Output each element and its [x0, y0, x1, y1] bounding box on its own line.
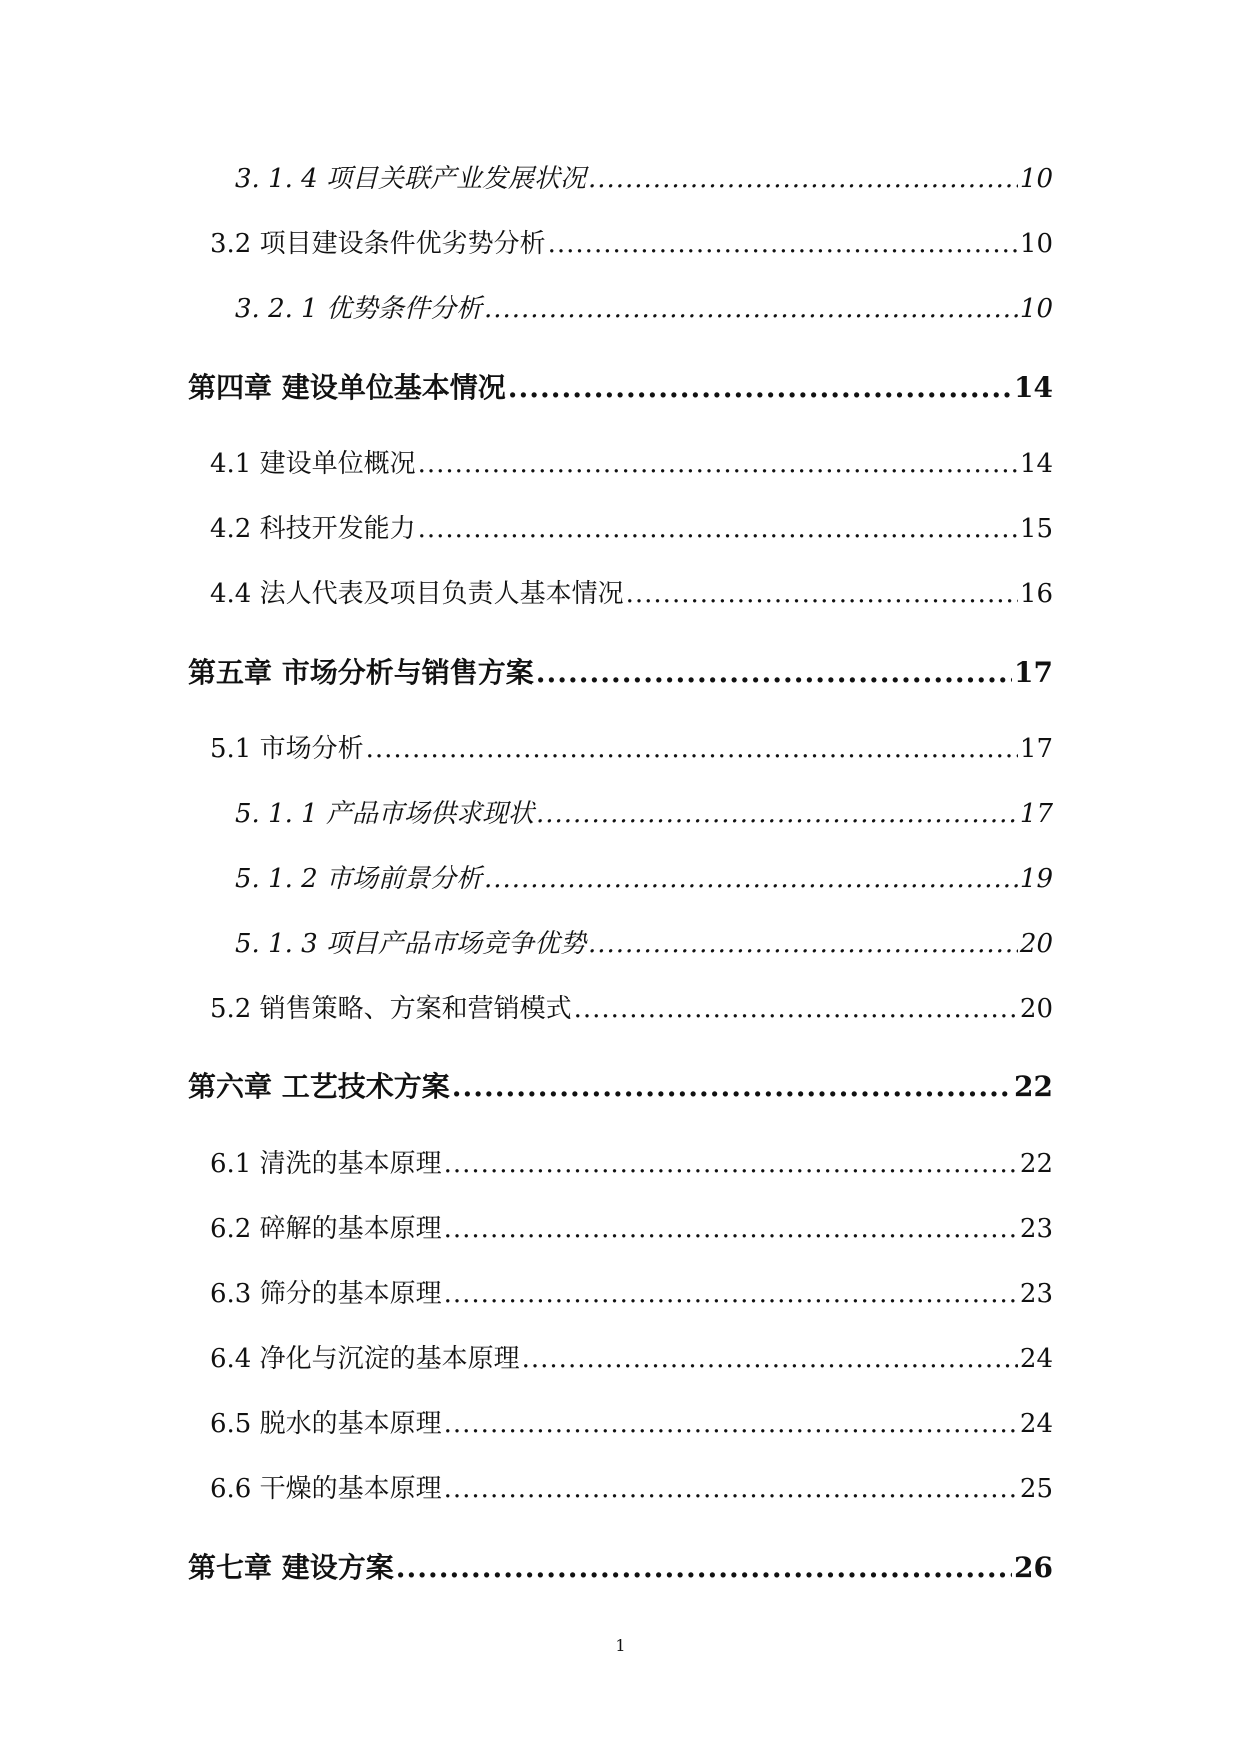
dot-leader — [452, 1073, 1012, 1101]
toc-entry-title: 4.2 科技开发能力 — [210, 514, 416, 544]
dot-leader — [522, 1346, 1018, 1372]
toc-entry-page: 25 — [1019, 1474, 1053, 1504]
toc-entry[interactable] — [210, 1476, 1053, 1502]
toc-entry-page: 17 — [1014, 656, 1053, 689]
toc-entry[interactable] — [210, 451, 1053, 477]
toc-entry-title: 4.1 建设单位概况 — [210, 449, 416, 479]
toc-entry[interactable] — [235, 801, 1053, 827]
toc-entry-page: 14 — [1019, 449, 1053, 479]
dot-leader — [418, 451, 1018, 477]
toc-entry[interactable] — [210, 1346, 1053, 1372]
toc-entry-page: 19 — [1019, 864, 1053, 894]
toc-entry-page: 17 — [1019, 734, 1053, 764]
toc-entry-title: 第七章 建设方案 — [188, 1551, 394, 1584]
toc-entry-page: 23 — [1019, 1279, 1053, 1309]
toc-entry-page: 22 — [1014, 1070, 1053, 1103]
toc-chapter-entry[interactable] — [188, 1551, 1053, 1584]
dot-leader — [548, 231, 1018, 257]
toc-entry-page: 14 — [1014, 371, 1053, 404]
toc-entry-title: 6.3 筛分的基本原理 — [210, 1279, 442, 1309]
toc-entry-page: 10 — [1019, 164, 1053, 194]
dot-leader — [588, 931, 1018, 957]
toc-entry-title: 5.1 市场分析 — [210, 734, 364, 764]
dot-leader — [366, 736, 1018, 762]
toc-entry-page: 10 — [1019, 294, 1053, 324]
dot-leader — [396, 1554, 1012, 1582]
toc-entry[interactable] — [210, 231, 1053, 257]
toc-entry-title: 5.2 销售策略、方案和营销模式 — [210, 994, 572, 1024]
toc-entry-page: 22 — [1019, 1149, 1053, 1179]
toc-entry-page: 24 — [1019, 1409, 1053, 1439]
toc-entry-page: 16 — [1019, 579, 1053, 609]
dot-leader — [444, 1411, 1018, 1437]
dot-leader — [588, 166, 1018, 192]
toc-entry-title: 6.6 干燥的基本原理 — [210, 1474, 442, 1504]
dot-leader — [484, 296, 1018, 322]
toc-entry-page: 17 — [1019, 799, 1053, 829]
toc-entry-page: 20 — [1019, 929, 1053, 959]
toc-entry-title: 3. 2. 1 优势条件分析 — [235, 294, 482, 324]
toc-entry[interactable] — [210, 581, 1053, 607]
dot-leader — [444, 1281, 1018, 1307]
toc-entry-title: 4.4 法人代表及项目负责人基本情况 — [210, 579, 624, 609]
dot-leader — [626, 581, 1018, 607]
toc-entry-page: 10 — [1019, 229, 1053, 259]
toc-entry-title: 第六章 工艺技术方案 — [188, 1070, 450, 1103]
dot-leader — [536, 801, 1018, 827]
dot-leader — [484, 866, 1018, 892]
toc-entry[interactable] — [235, 866, 1053, 892]
toc-entry[interactable] — [235, 931, 1053, 957]
toc-entry[interactable] — [210, 1281, 1053, 1307]
toc-entry[interactable] — [210, 516, 1053, 542]
toc-entry[interactable] — [235, 296, 1053, 322]
toc-entry-page: 20 — [1019, 994, 1053, 1024]
dot-leader — [536, 659, 1012, 687]
dot-leader — [444, 1476, 1018, 1502]
toc-entry-page: 15 — [1019, 514, 1053, 544]
toc-entry[interactable] — [210, 1151, 1053, 1177]
toc-entry-title: 6.4 净化与沉淀的基本原理 — [210, 1344, 520, 1374]
dot-leader — [574, 996, 1018, 1022]
toc-entry-title: 3.2 项目建设条件优劣势分析 — [210, 229, 546, 259]
toc-entry-title: 5. 1. 2 市场前景分析 — [235, 864, 482, 894]
toc-chapter-entry[interactable] — [188, 656, 1053, 689]
toc-entry[interactable] — [235, 166, 1053, 192]
dot-leader — [444, 1216, 1018, 1242]
toc-entry-title: 3. 1. 4 项目关联产业发展状况 — [235, 164, 586, 194]
dot-leader — [444, 1151, 1018, 1177]
toc-entry[interactable] — [210, 736, 1053, 762]
toc-entry[interactable] — [210, 1216, 1053, 1242]
dot-leader — [418, 516, 1018, 542]
toc-chapter-entry[interactable] — [188, 1070, 1053, 1103]
toc-entry-page: 24 — [1019, 1344, 1053, 1374]
toc-entry-title: 6.2 碎解的基本原理 — [210, 1214, 442, 1244]
page-number: 1 — [615, 1636, 626, 1655]
toc-entry-title: 第四章 建设单位基本情况 — [188, 371, 506, 404]
toc-entry-title: 6.1 清洗的基本原理 — [210, 1149, 442, 1179]
toc-entry-page: 26 — [1014, 1551, 1053, 1584]
toc-entry[interactable] — [210, 996, 1053, 1022]
toc-entry-title: 6.5 脱水的基本原理 — [210, 1409, 442, 1439]
dot-leader — [508, 374, 1012, 402]
toc-entry-title: 5. 1. 3 项目产品市场竞争优势 — [235, 929, 586, 959]
toc-entry[interactable] — [210, 1411, 1053, 1437]
toc-entry-page: 23 — [1019, 1214, 1053, 1244]
toc-entry-title: 5. 1. 1 产品市场供求现状 — [235, 799, 534, 829]
toc-chapter-entry[interactable] — [188, 371, 1053, 404]
toc-entry-title: 第五章 市场分析与销售方案 — [188, 656, 534, 689]
